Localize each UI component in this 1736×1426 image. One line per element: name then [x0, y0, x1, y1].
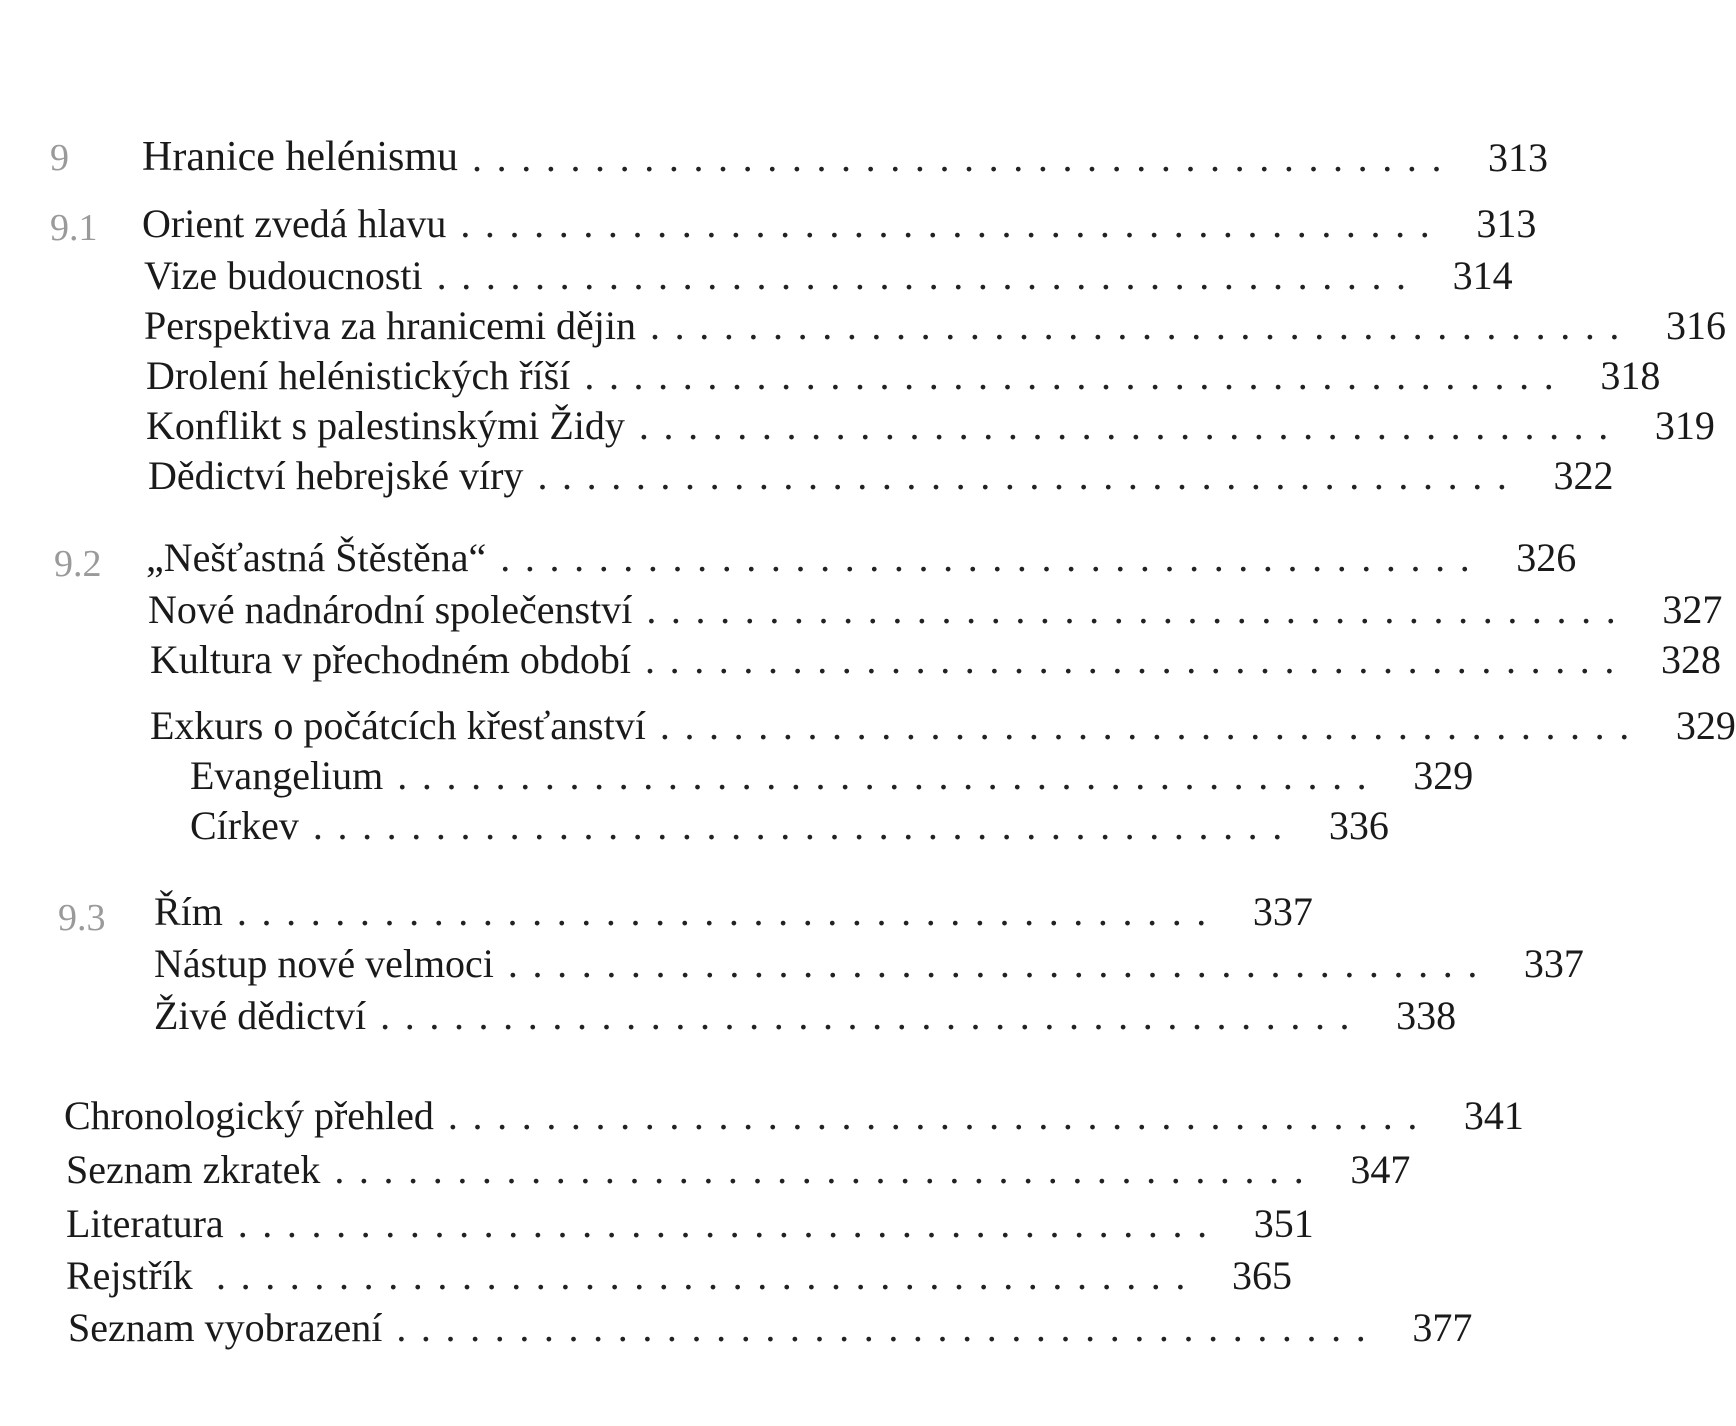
- toc-entry: [144, 298, 1727, 348]
- toc-entry-back-matter: [64, 1088, 1524, 1138]
- toc-entry: [148, 448, 1614, 498]
- dot-leader: ........................................: [237, 1201, 1222, 1246]
- page-number: 328: [1661, 637, 1721, 682]
- dot-leader: ........................................: [396, 1305, 1381, 1350]
- page-number: 322: [1553, 453, 1614, 498]
- dot-leader: ........................................: [584, 353, 1569, 398]
- dot-leader: ........................................: [216, 1253, 1200, 1298]
- entry-title: „Nešťastná Štěstěna“: [146, 535, 487, 580]
- toc-entry: [154, 884, 1313, 934]
- dot-leader: ........................................: [500, 535, 1485, 580]
- page-number: 337: [1523, 941, 1584, 986]
- dot-leader: ........................................: [645, 637, 1629, 682]
- page-number: 314: [1452, 253, 1513, 298]
- toc-entry: [150, 632, 1721, 682]
- toc-entry: [148, 582, 1723, 632]
- toc-entry: [146, 398, 1715, 448]
- dot-leader: ........................................: [507, 941, 1492, 986]
- dot-leader: ........................................: [460, 201, 1445, 246]
- toc-entry-back-matter: [66, 1248, 1292, 1296]
- entry-title: Nové nadnárodní společenství: [148, 587, 633, 632]
- entry-title: Seznam zkratek: [66, 1147, 321, 1192]
- entry-title: Konflikt s palestinskými Židy: [146, 403, 625, 448]
- page-number: 347: [1350, 1147, 1411, 1192]
- entry-title: Nástup nové velmoci: [154, 941, 494, 986]
- page-number: 377: [1412, 1305, 1473, 1350]
- page-number: 336: [1328, 803, 1389, 848]
- entry-title: Seznam vyobrazení: [68, 1305, 383, 1350]
- page-number: 329: [1675, 703, 1736, 748]
- section-number: 9.3: [58, 897, 106, 939]
- toc-entry-chapter: [142, 130, 1549, 180]
- entry-title: Řím: [154, 889, 223, 934]
- page-number: 365: [1232, 1253, 1292, 1298]
- dot-leader: ........................................: [537, 453, 1522, 498]
- entry-title: Rejstřík: [66, 1253, 193, 1298]
- entry-title: Dědictví hebrejské víry: [148, 453, 524, 498]
- dot-leader: ........................................: [472, 135, 1457, 180]
- dot-leader: ........................................: [638, 403, 1623, 448]
- dot-leader: ........................................: [397, 753, 1382, 798]
- toc-entry: [150, 698, 1736, 748]
- page-number: 337: [1252, 889, 1313, 934]
- toc-entry-back-matter: [66, 1196, 1314, 1246]
- dot-leader: ........................................: [650, 303, 1635, 348]
- toc-entry: [154, 936, 1584, 986]
- dot-leader: ........................................: [646, 587, 1631, 632]
- entry-title: Exkurs o počátcích křesťanství: [150, 703, 646, 748]
- dot-leader: ........................................: [312, 803, 1297, 848]
- page-number: 313: [1488, 135, 1549, 180]
- toc-entry-back-matter: [66, 1142, 1411, 1192]
- toc-entry-back-matter: [68, 1300, 1473, 1350]
- toc-entry: [154, 988, 1457, 1038]
- page-number: 319: [1654, 403, 1715, 448]
- toc-entry: [144, 248, 1513, 298]
- dot-leader: ........................................: [447, 1093, 1432, 1138]
- entry-title: Církev: [190, 803, 299, 848]
- dot-leader: ........................................: [380, 993, 1365, 1038]
- chapter-title: Hranice helénismu: [142, 134, 459, 180]
- entry-title: Chronologický přehled: [64, 1093, 434, 1138]
- page-number: 326: [1516, 535, 1577, 580]
- page-number: 327: [1662, 587, 1723, 632]
- toc-entry: [146, 530, 1577, 580]
- dot-leader: ........................................: [659, 703, 1644, 748]
- dot-leader: ........................................: [236, 889, 1221, 934]
- toc-entry: [142, 196, 1537, 246]
- page-number: 329: [1413, 753, 1474, 798]
- section-number: 9.2: [54, 543, 102, 585]
- entry-title: Drolení helénistických říší: [146, 353, 571, 398]
- entry-title: Živé dědictví: [154, 993, 367, 1038]
- toc-entry: [190, 748, 1474, 798]
- section-number: 9.1: [50, 207, 98, 249]
- entry-title: Evangelium: [190, 753, 384, 798]
- entry-title: Orient zvedá hlavu: [142, 201, 447, 246]
- page-number: 338: [1396, 993, 1457, 1038]
- dot-leader: ........................................: [334, 1147, 1319, 1192]
- page-number: 316: [1666, 303, 1727, 348]
- page-number: 341: [1463, 1093, 1524, 1138]
- dot-leader: ........................................: [436, 253, 1421, 298]
- toc-entry: [190, 798, 1389, 848]
- entry-title: Kultura v přechodném období: [150, 637, 631, 682]
- entry-title: Literatura: [66, 1201, 224, 1246]
- page-number: 318: [1600, 353, 1661, 398]
- chapter-number: 9: [50, 137, 69, 179]
- entry-title: Perspektiva za hranicemi dějin: [144, 303, 637, 348]
- entry-title: Vize budoucnosti: [144, 253, 423, 298]
- page-number: 351: [1253, 1201, 1314, 1246]
- toc-entry: [146, 348, 1661, 398]
- page-number: 313: [1476, 201, 1537, 246]
